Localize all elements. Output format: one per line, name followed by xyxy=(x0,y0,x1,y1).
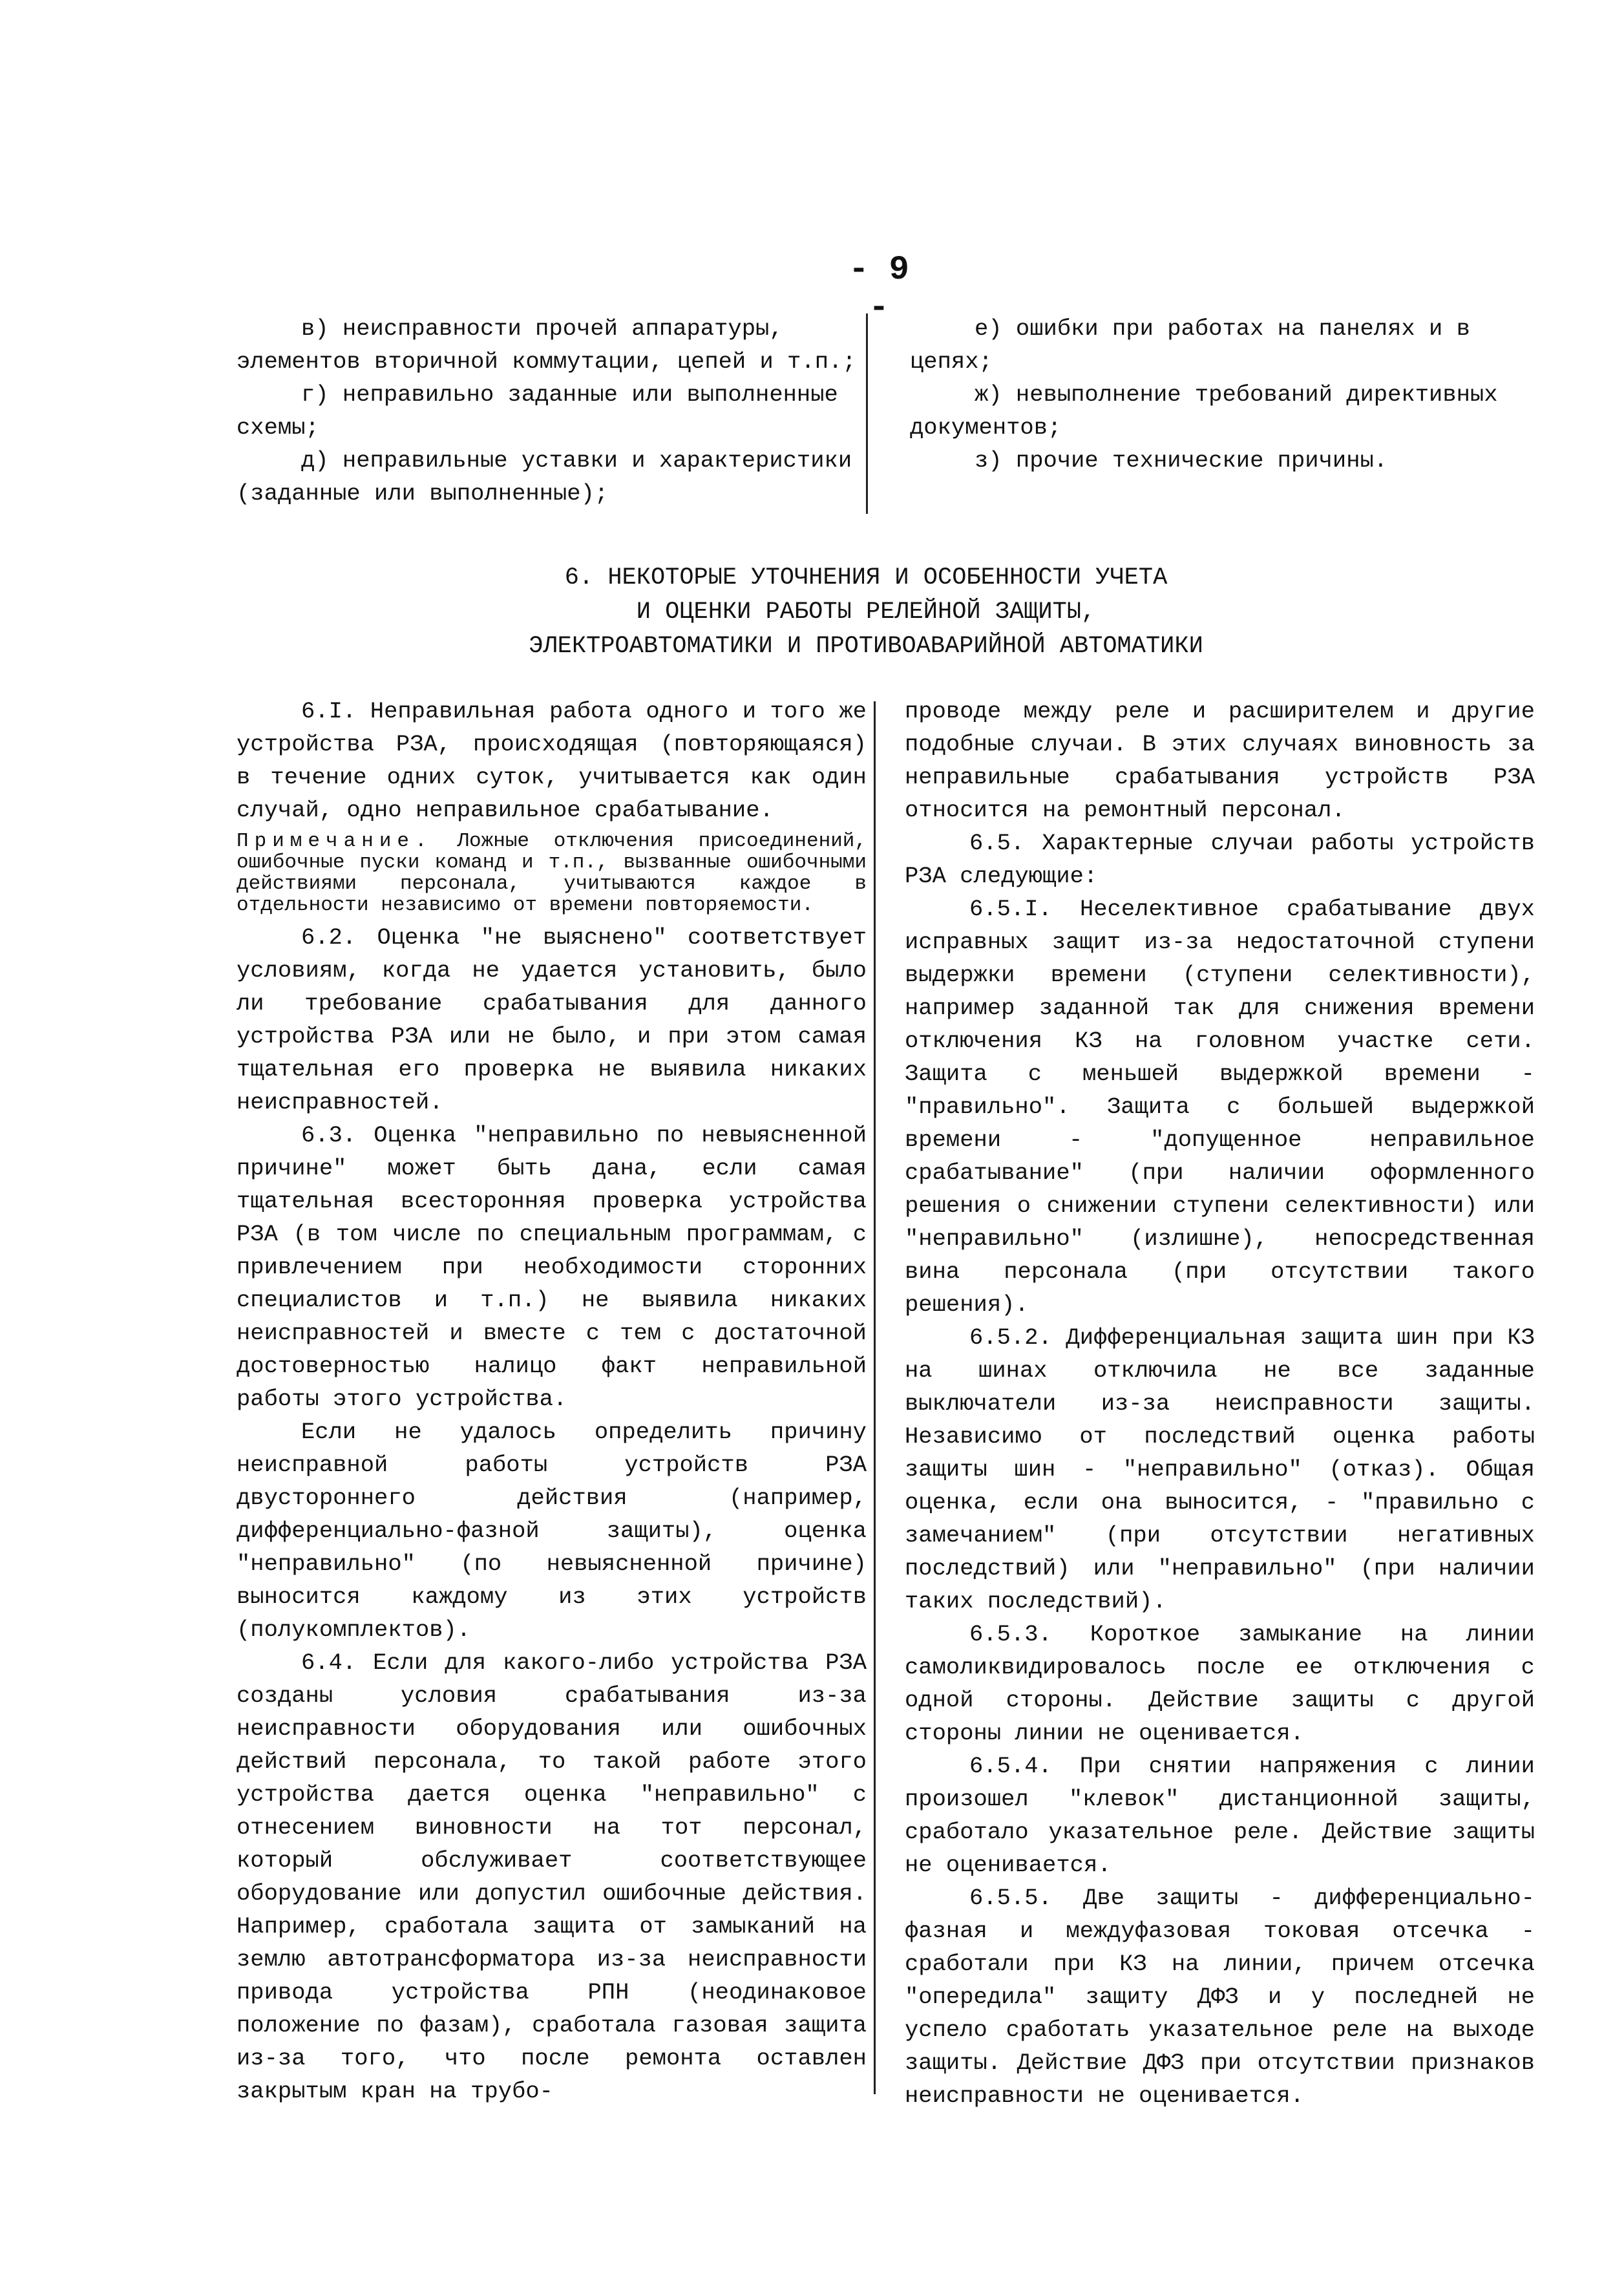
top-right-column xyxy=(910,312,1511,477)
paragraph-6-1: 6.I. Неправильная работа одного и того же устройства РЗА, происходящая (повторяющаяся) в течение одних суток, учитывается как один случай, одно неправильное срабатывание. xyxy=(237,698,867,823)
list-item-zh: ж) невыполнение требований директивных документов; xyxy=(910,381,1498,441)
list-item-v: в) неисправности прочей аппаратуры, элементов вторичной коммутации, цепей и т.п.; xyxy=(237,315,856,375)
paragraph-6-4: 6.4. Если для какого-либо устройства РЗА созданы условия срабатывания из-за неисправности оборудования или ошибочных действий персонала, то такой работе этого устройства дается оценка "неправильно" с отнесением виновности на тот персонал, который обслуживает соответствующее оборудование или допустил ошибочные действия. Например, сработала защита от замыканий на землю автотрансформатора из-за неисправности привода устройства РПН (неодинаковое положение по фазам), сработала газовая защита из-за того, что после ремонта оставлен закрытым кран на трубо- xyxy=(237,1650,867,2105)
heading-line-1: 6. НЕКОТОРЫЕ УТОЧНЕНИЯ И ОСОБЕННОСТИ УЧЕТА xyxy=(564,564,1168,591)
paragraph-6-2: 6.2. Оценка "не выяснено" соответствует условиям, когда не удается установить, было ли требование срабатывания для данного устройства РЗА или не было, и при этом самая тщательная его проверка не выявила никаких неисправностей. xyxy=(237,924,867,1116)
list-item-z: з) прочие технические причины. xyxy=(975,447,1388,474)
note-label: Примечание. xyxy=(237,830,433,853)
top-left-column xyxy=(237,312,863,510)
heading-line-2: И ОЦЕНКИ РАБОТЫ РЕЛЕЙНОЙ ЗАЩИТЫ, xyxy=(636,599,1096,626)
main-column-divider xyxy=(874,701,876,2094)
top-column-divider xyxy=(866,313,868,514)
paragraph-6-5: 6.5. Характерные случаи работы устройств РЗА следующие: xyxy=(905,830,1535,889)
list-item-e: е) ошибки при работах на панелях и в цепях; xyxy=(910,315,1470,375)
paragraph-continuation: проводе между реле и расширителем и другие подобные случаи. В этих случаях виновность за неправильные срабатывания устройств РЗА относится на ремонтный персонал. xyxy=(905,698,1535,823)
paragraph-6-5-2: 6.5.2. Дифференциальная защита шин при КЗ на шинах отключила не все заданные выключатели из-за неисправности защиты. Независимо от последствий оценка работы защиты шин - "неправильно" (отказ). Общая оценка, если она выносится, - "правильно с замечанием" (при отсутствии негативных последствий) или "неправильно" (при наличии таких последствий). xyxy=(905,1324,1535,1615)
list-item-g: г) неправильно заданные или выполненные схемы; xyxy=(237,381,838,441)
main-left-column xyxy=(237,695,867,2108)
paragraph-6-5-1: 6.5.I. Неселективное срабатывание двух исправных защит из-за недостаточной ступени выдержки времени (ступени селективности), например заданной так для снижения времени отключения КЗ на головном участке сети. Защита с меньшей выдержкой времени - "правильно". Защита с большей выдержкой времени - "допущенное неправильное срабатывание" (при наличии оформленного решения о снижении ступени селективности) или "неправильно" (излишне), непосредственная вина персонала (при отсутствии такого решения). xyxy=(905,896,1535,1318)
heading-line-3: ЭЛЕКТРОАВТОМАТИКИ И ПРОТИВОАВАРИЙНОЙ АВТОМАТИКИ xyxy=(529,633,1203,660)
paragraph-6-3: 6.3. Оценка "неправильно по невыясненной причине" может быть дана, если самая тщательная всесторонняя проверка устройства РЗА (в том числе по специальным программам, с привлечением при необходимости сторонних специалистов и т.п.) не выявила никаких неисправностей и вместе с тем с достаточной достоверностью налицо факт неправильной работы этого устройства. xyxy=(237,1122,867,1412)
paragraph-6-5-3: 6.5.3. Короткое замыкание на линии самоликвидировалось после ее отключения с одной стороны. Действие защиты с другой стороны линии не оценивается. xyxy=(905,1621,1535,1746)
paragraph-6-5-4: 6.5.4. При снятии напряжения с линии произошел "клевок" дистанционной защиты, сработало указательное реле. Действие защиты не оценивается. xyxy=(905,1753,1535,1878)
list-item-d: д) неправильные уставки и характеристики (заданные или выполненные); xyxy=(237,447,852,507)
main-right-column xyxy=(905,695,1535,2112)
page-number: - 9 - xyxy=(849,251,909,327)
paragraph-6-5-5: 6.5.5. Две защиты - дифференциально-фазная и междуфазовая токовая отсечка - сработали при КЗ на линии, причем отсечка "опередила" защиту ДФЗ и у последней не успело сработать указательное реле на выходе защиты. Действие ДФЗ при отсутствии признаков неисправности не оценивается. xyxy=(905,1885,1535,2109)
note-text: Ложные отключения присоединений, ошибочные пуски команд и т.п., вызванные ошибочными действиями персонала, учитываются каждое в отдельности независимо от времени повторяемости. xyxy=(237,830,867,917)
note-block xyxy=(237,831,867,916)
section-heading xyxy=(452,561,1280,664)
paragraph-6-3-continued: Если не удалось определить причину неисправной работы устройств РЗА двустороннего действия (например, дифференциально-фазной защиты), оценка "неправильно" (по невыясненной причине) выносится каждому из этих устройств (полукомплектов). xyxy=(237,1419,867,1643)
